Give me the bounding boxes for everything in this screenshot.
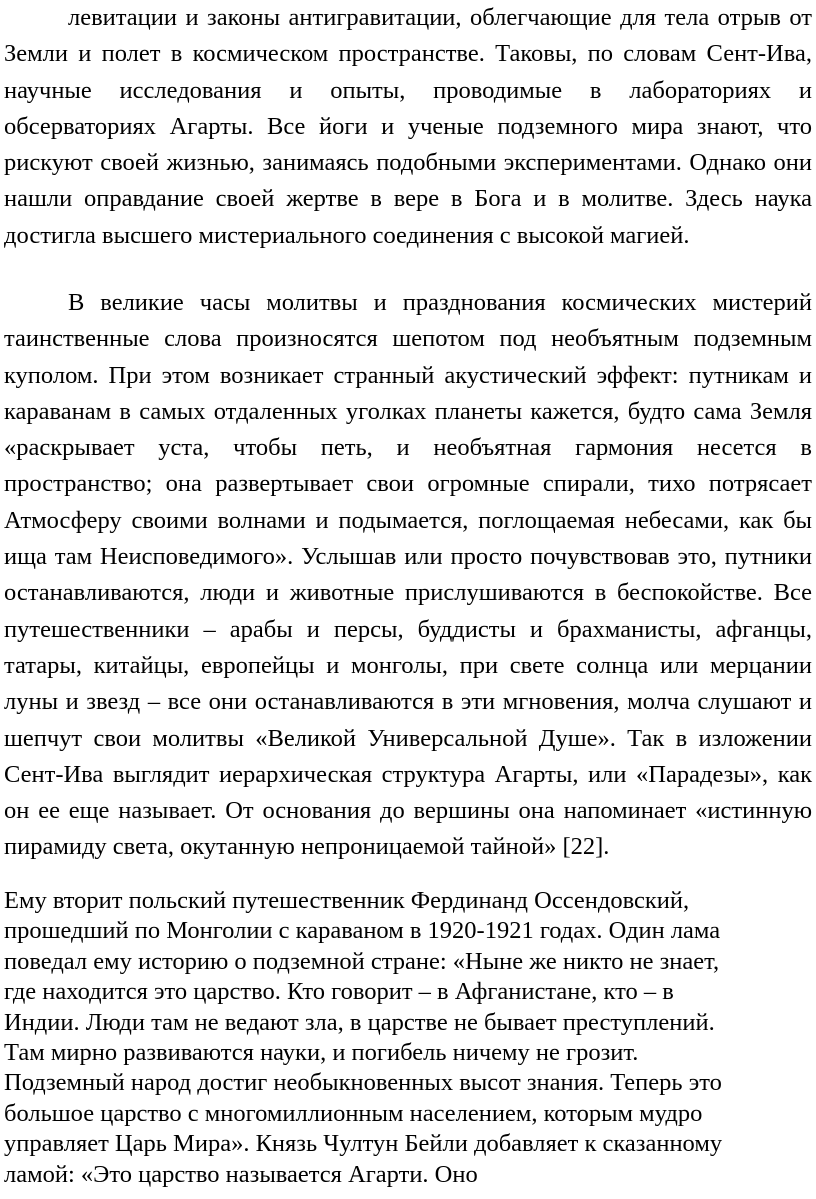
text-line: Там мирно развиваются науки, и погибель ничему не грозит.	[4, 1039, 639, 1067]
text-line: Подземный народ достиг необыкновенных высот знания. Теперь это	[4, 1069, 722, 1097]
paragraph-3	[4, 886, 816, 1190]
text-line: где находится это царство. Кто говорит – в Афганистане, кто – в	[4, 978, 674, 1006]
text-line: Индии. Люди там не ведают зла, в царстве не бывает преступлений.	[4, 1008, 715, 1036]
text-line: Ему вторит польский путешественник Фердинанд Оссендовский,	[4, 887, 690, 914]
paragraph-2: В великие часы молитвы и празднования космических мистерий таинственные слова произносятся шепотом под необъятным подземным куполом. При этом возникает странный акустический эффект: путникам и караванам в самых отдаленных уголках планеты кажется, будто сама Земля «раскрывает уста, чтобы петь, и необъятная гармония несется в пространство; она развертывает свои огромные спирали, тихо потрясает Атмосферу своими волнами и подымается, поглощаемая небесами, как бы ища там Неисповедимого». Услышав или просто почувствовав это, путники останавливаются, люди и животные прислушиваются в беспокойстве. Все путешественники – арабы и персы, буддисты и брахманисты, афганцы, татары, китайцы, европейцы и монголы, при свете солнца или мерцании луны и звезд – все они останавливаются в эти мгновения, молча слушают и шепчут свои молитвы «Великой Универсальной Душе». Так в изложении Сент-Ива выглядит иерархическая структура Агарты, или «Парадезы», как он ее еще называет. От основания до вершины она напоминает «истинную пирамиду света, окутанную непроницаемой тайной» [22].	[4, 289, 812, 861]
text-line: ламой: «Это царство называется Агарти. Оно	[4, 1160, 478, 1188]
text-line: поведал ему историю о подземной стране: «Ныне же никто не знает,	[4, 947, 720, 975]
text-line: большое царство с многомиллионным населением, которым мудро	[4, 1099, 703, 1127]
paragraph-1: левитации и законы антигравитации, облегчающие для тела отрыв от Земли и полет в космическом пространстве. Таковы, по словам Сент-Ива, научные исследования и опыты, проводимые в лабораториях и обсерваториях Агарты. Все йоги и ученые подземного мира знают, что рискуют своей жизнью, занимаясь подобными экспериментами. Однако они нашли оправдание своей жертве в вере в Бога и в молитве. Здесь наука достигла высшего мистериального соединения с высокой магией.	[4, 4, 812, 249]
text-line: управляет Царь Мира». Князь Чултун Бейли добавляет к сказанному	[4, 1130, 723, 1158]
text-line: прошедший по Монголии с караваном в 1920-1921 годах. Один лама	[4, 917, 721, 945]
